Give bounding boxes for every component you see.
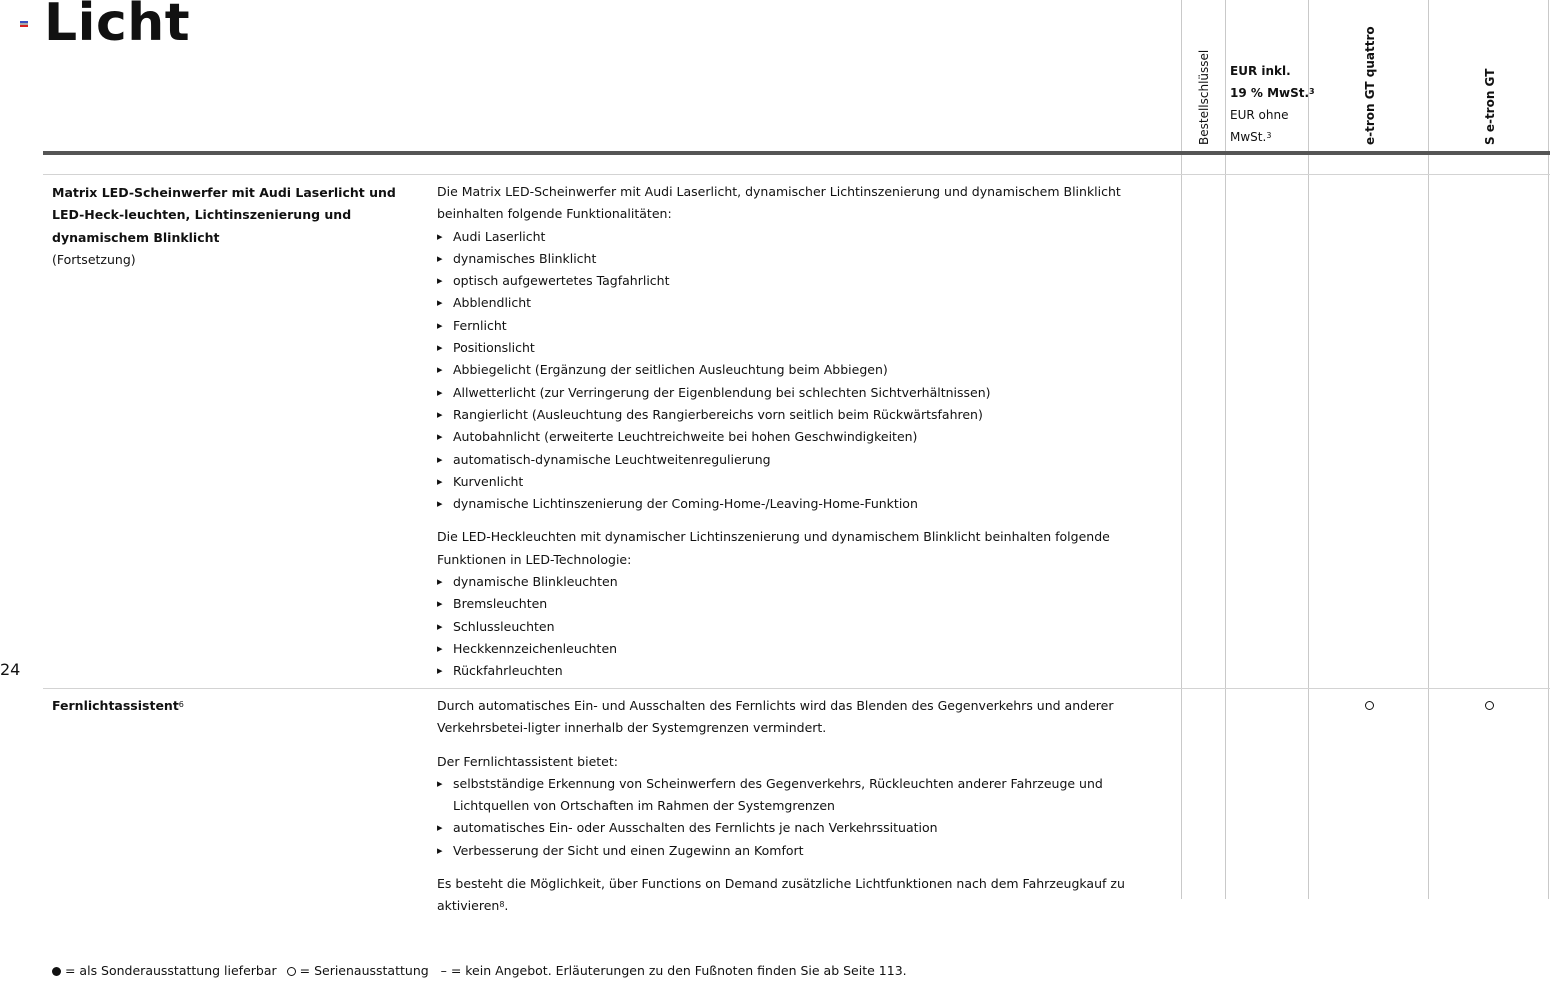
function-list bbox=[437, 226, 1177, 516]
list-item: ▸ dynamisches Blinklicht bbox=[437, 248, 1177, 270]
list-item: ▸ Autobahnlicht (erweiterte Leuchtreichweite bei hohen Geschwindigkeiten) bbox=[437, 426, 1177, 448]
list-item: ▸ dynamische Lichtinszenierung der Coming-Home-/Leaving-Home-Funktion bbox=[437, 493, 1177, 515]
list-item: ▸ optisch aufgewertetes Tagfahrlicht bbox=[437, 270, 1177, 292]
description-paragraph: Der Fernlichtassistent bietet: bbox=[437, 753, 618, 769]
list-item: ▸ Schlussleuchten bbox=[437, 616, 1177, 638]
column-divider bbox=[1225, 0, 1226, 899]
flag-stripe-red bbox=[20, 25, 28, 27]
column-divider bbox=[1181, 0, 1182, 899]
column-divider bbox=[1428, 0, 1429, 899]
standard-equipment-icon-e-tron-gt-quattro bbox=[1365, 701, 1374, 710]
legend-option: = als Sonderausstattung lieferbar bbox=[64, 963, 277, 978]
column-header-bestellschluessel: Bestellschlüssel bbox=[1197, 49, 1211, 145]
page-number: 24 bbox=[0, 660, 21, 679]
description-paragraph: Es besteht die Möglichkeit, über Functions on Demand zusätzliche Lichtfunktionen nach dem Fahrzeugkauf zu aktivieren$^8$. bbox=[437, 876, 1125, 914]
list-item: ▸ automatisches Ein- oder Ausschalten des Fernlichts je nach Verkehrssituation bbox=[437, 817, 1177, 839]
price-excl-label: EUR ohne bbox=[1230, 108, 1289, 122]
list-item: ▸ Verbesserung der Sicht und einen Zugewinn an Komfort bbox=[437, 840, 1177, 862]
feature-description-matrix-led bbox=[437, 181, 1177, 683]
list-item: ▸ Fernlicht bbox=[437, 315, 1177, 337]
price-incl-label: EUR inkl. bbox=[1230, 64, 1291, 78]
list-item: ▸ Audi Laserlicht bbox=[437, 226, 1177, 248]
function-list bbox=[437, 571, 1177, 682]
list-item: ▸ Heckkennzeichenleuchten bbox=[437, 638, 1177, 660]
feature-name-fernlichtassistent: Fernlichtassistent$^6$ bbox=[52, 698, 184, 713]
column-header-e-tron-gt-quattro: e-tron GT quattro bbox=[1363, 26, 1377, 145]
price-incl-vat: 19 % MwSt.$^3$ bbox=[1230, 86, 1315, 100]
column-header-price bbox=[1230, 60, 1315, 148]
legend-none: – = kein Angebot. Erläuterungen zu den Fußnoten finden Sie ab Seite 113. bbox=[440, 963, 907, 978]
legend bbox=[52, 963, 907, 978]
description-paragraph: Durch automatisches Ein- und Ausschalten des Fernlichts wird das Blenden des Gegenverkehrs und anderer Verkehrsbetei-ligter innerhalb der Systemgrenzen vermindert. bbox=[437, 698, 1114, 736]
list-item: ▸ Abbiegelicht (Ergänzung der seitlichen Ausleuchtung beim Abbiegen) bbox=[437, 359, 1177, 381]
price-excl-vat: MwSt.$^3$ bbox=[1230, 130, 1272, 144]
function-list bbox=[437, 773, 1177, 862]
row-divider bbox=[43, 688, 1550, 689]
row-divider bbox=[43, 174, 1550, 175]
page-title: Licht bbox=[44, 0, 191, 53]
column-divider bbox=[1548, 0, 1549, 899]
brand-flag-icon bbox=[20, 21, 28, 27]
standard-circle-icon bbox=[287, 967, 296, 976]
legend-standard: = Serienausstattung bbox=[299, 963, 429, 978]
header-rule bbox=[43, 151, 1550, 155]
list-item: ▸ Kurvenlicht bbox=[437, 471, 1177, 493]
list-item: ▸ Positionslicht bbox=[437, 337, 1177, 359]
list-item: ▸ Rückfahrleuchten bbox=[437, 660, 1177, 682]
feature-description-fernlichtassistent bbox=[437, 695, 1177, 918]
description-paragraph: Die Matrix LED-Scheinwerfer mit Audi Laserlicht, dynamischer Lichtinszenierung und dynamischem Blinklicht beinhalten folgende Funktionalitäten: bbox=[437, 184, 1121, 222]
list-item: ▸ dynamische Blinkleuchten bbox=[437, 571, 1177, 593]
standard-equipment-icon-s-e-tron-gt bbox=[1485, 701, 1494, 710]
column-header-s-e-tron-gt: S e-tron GT bbox=[1483, 68, 1497, 145]
list-item: ▸ automatisch-dynamische Leuchtweitenregulierung bbox=[437, 449, 1177, 471]
continuation-note: (Fortsetzung) bbox=[52, 252, 136, 268]
list-item: ▸ selbstständige Erkennung von Scheinwerfern des Gegenverkehrs, Rückleuchten anderer Fahrzeuge und Lichtquellen von Ortschaften im Rahmen der Systemgrenzen bbox=[437, 773, 1177, 818]
list-item: ▸ Rangierlicht (Ausleuchtung des Rangierbereichs vorn seitlich beim Rückwärtsfahren) bbox=[437, 404, 1177, 426]
feature-name-matrix-led: Matrix LED-Scheinwerfer mit Audi Laserlicht und LED-Heck-leuchten, Lichtinszenierung und dynamischem Blinklicht (Fortsetzung) bbox=[52, 182, 424, 272]
list-item: ▸ Abblendlicht bbox=[437, 292, 1177, 314]
list-item: ▸ Allwetterlicht (zur Verringerung der Eigenblendung bei schlechten Sichtverhältnissen) bbox=[437, 382, 1177, 404]
list-item: ▸ Bremsleuchten bbox=[437, 593, 1177, 615]
option-dot-icon bbox=[52, 967, 61, 976]
description-paragraph: Die LED-Heckleuchten mit dynamischer Lichtinszenierung und dynamischem Blinklicht beinhalten folgende Funktionen in LED-Technologie: bbox=[437, 529, 1110, 567]
